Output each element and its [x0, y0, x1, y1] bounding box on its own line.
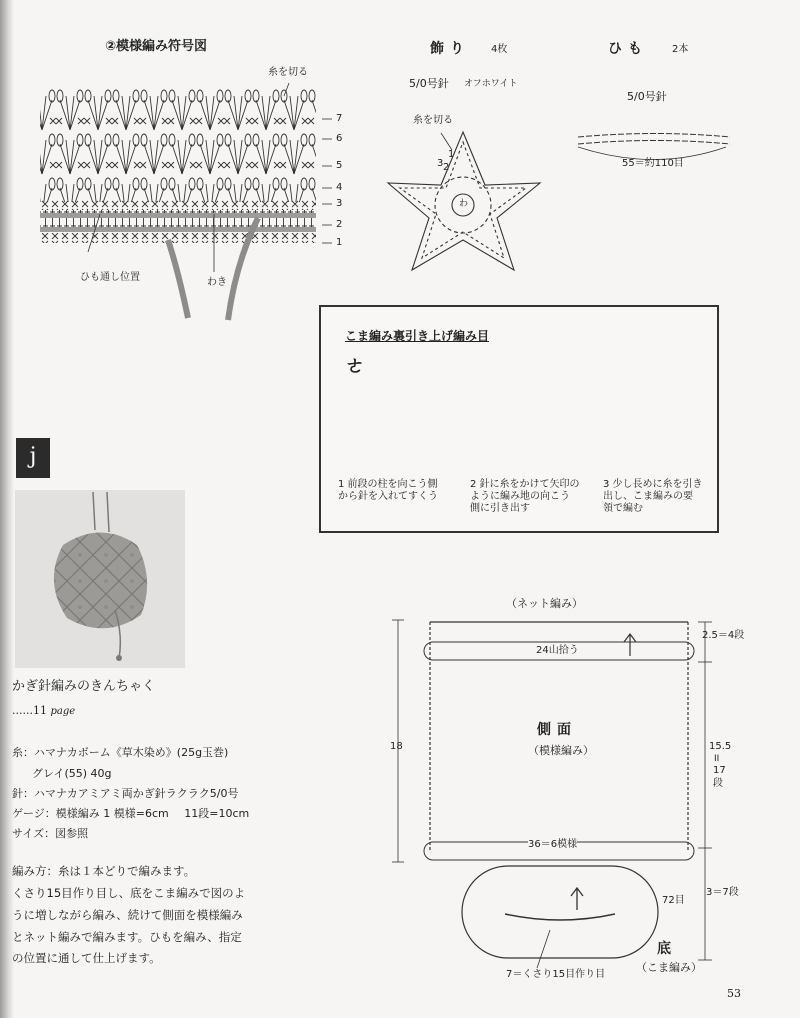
body-rows-number: 17 [713, 765, 726, 776]
cord-position-label: ひも通し位置 [80, 272, 140, 283]
bottom-rows-label: 3＝7段 [706, 887, 739, 898]
decoration-title: 飾り [430, 41, 470, 57]
bottom-stitch: （こま編み） [636, 961, 702, 974]
method-line-3: うに増しながら編み、続けて側面を模様編み [12, 908, 243, 922]
row-label-2: 2 [336, 219, 343, 230]
tutorial-step-1 [338, 479, 438, 503]
decoration-cut-yarn: 糸を切る [413, 115, 453, 126]
step-2-line-2: ように編み地の向こう [470, 491, 570, 502]
drawstring-bag-illustration [15, 490, 185, 668]
bag-photo [15, 490, 185, 668]
needle-spec: 針：ハマナカアミアミ両かぎ針ラクラク5/0号 [12, 787, 239, 800]
page-number: 53 [727, 987, 741, 1000]
row-label-7: 7 [336, 113, 343, 124]
method-line-5: の位置に通して仕上げます。 [12, 951, 161, 965]
decoration-needle: 5/0号針 [409, 77, 449, 90]
product-name: かぎ針編みのきんちゃく [12, 679, 156, 694]
decoration-center-ring: わ [459, 199, 469, 209]
yarn-line-1: 糸：ハマナカボーム《草木染め》(25g玉巻) [12, 746, 229, 759]
row-label-1: 1 [336, 237, 343, 248]
row-label-6: 6 [336, 133, 343, 144]
bag-schematic [392, 620, 712, 968]
chain-start-label: 7＝くさり15目作り目 [506, 969, 606, 980]
decoration-num-2: 2 [443, 162, 450, 173]
side-panel-stitch: （模様編み） [528, 744, 594, 757]
pattern-count-label: 36＝6模様 [528, 839, 578, 850]
decoration-color: オフホワイト [464, 79, 518, 89]
gauge-label [12, 805, 249, 821]
net-stitch-label: （ネット編み） [506, 597, 583, 610]
method-line-1: 編み方：糸は１本どりで編みます。 [12, 864, 196, 878]
step-1-line-2: から針を入れてすくう [338, 491, 438, 502]
total-height-label: 18 [390, 741, 403, 752]
decoration-num-3: 3 [437, 158, 444, 169]
tutorial-step-2 [470, 479, 580, 515]
cord-length: 55＝約110目 [622, 158, 684, 169]
bottom-title: 底 [657, 941, 671, 957]
gauge-rows: 11段=10cm [184, 807, 250, 820]
page-ref-word: page [50, 706, 76, 717]
tutorial-title: こま編み裏引き上げ編み目 [345, 329, 490, 343]
symbol-chart [40, 83, 332, 320]
step-1-line-1: 1 前段の柱を向こう側 [338, 479, 438, 490]
row-label-3: 3 [336, 198, 343, 209]
step-2-line-1: 2 針に糸をかけて矢印の [470, 479, 580, 490]
pick-up-label: 24山拾う [536, 645, 579, 656]
top-rows-label: 2.5＝4段 [702, 630, 745, 641]
page-reference [12, 705, 75, 717]
size-spec: サイズ：図参照 [12, 827, 89, 840]
decoration-count: 4枚 [491, 44, 508, 55]
bottom-stitch-count: 72目 [662, 895, 685, 906]
gauge-pattern: ゲージ：模様編み 1 模様=6cm [12, 807, 169, 820]
step-3-line-3: 領で編む [603, 503, 643, 514]
yarn-line-2: グレイ(55) 40g [32, 767, 112, 780]
step-3-line-2: 出し、こま編みの要 [603, 491, 693, 502]
step-2-line-3: 側に引き出す [470, 503, 530, 514]
row-label-5: 5 [336, 160, 343, 171]
method-line-2: くさり15目作り目し、底をこま編みで図のよ [12, 886, 246, 900]
decoration-num-1: 1 [448, 149, 455, 160]
side-panel-title: 側面 [537, 722, 577, 738]
project-badge: j [16, 438, 50, 478]
body-height-label: 15.5 [709, 741, 732, 752]
symbol-chart-title: ②模様編み符号図 [105, 39, 208, 54]
method-line-4: とネット編みで編みます。ひもを編み、指定 [12, 930, 242, 944]
body-rows-unit: 段 [713, 778, 723, 789]
cord-count: 2本 [672, 44, 689, 55]
tutorial-step-3 [603, 479, 703, 515]
row-label-4: 4 [336, 182, 343, 193]
side-seam-label: わき [207, 277, 227, 288]
cord-needle: 5/0号針 [627, 90, 667, 103]
cord-diagram [578, 134, 730, 160]
tutorial-stitch-symbol: ㄜ [345, 353, 365, 377]
cord-title: ひも [608, 41, 648, 57]
page-ref-number: ......11 [12, 704, 47, 717]
body-equals: II [714, 754, 720, 764]
symbol-chart-cut-yarn: 糸を切る [268, 67, 308, 78]
step-3-line-1: 3 少し長めに糸を引き [603, 479, 703, 490]
